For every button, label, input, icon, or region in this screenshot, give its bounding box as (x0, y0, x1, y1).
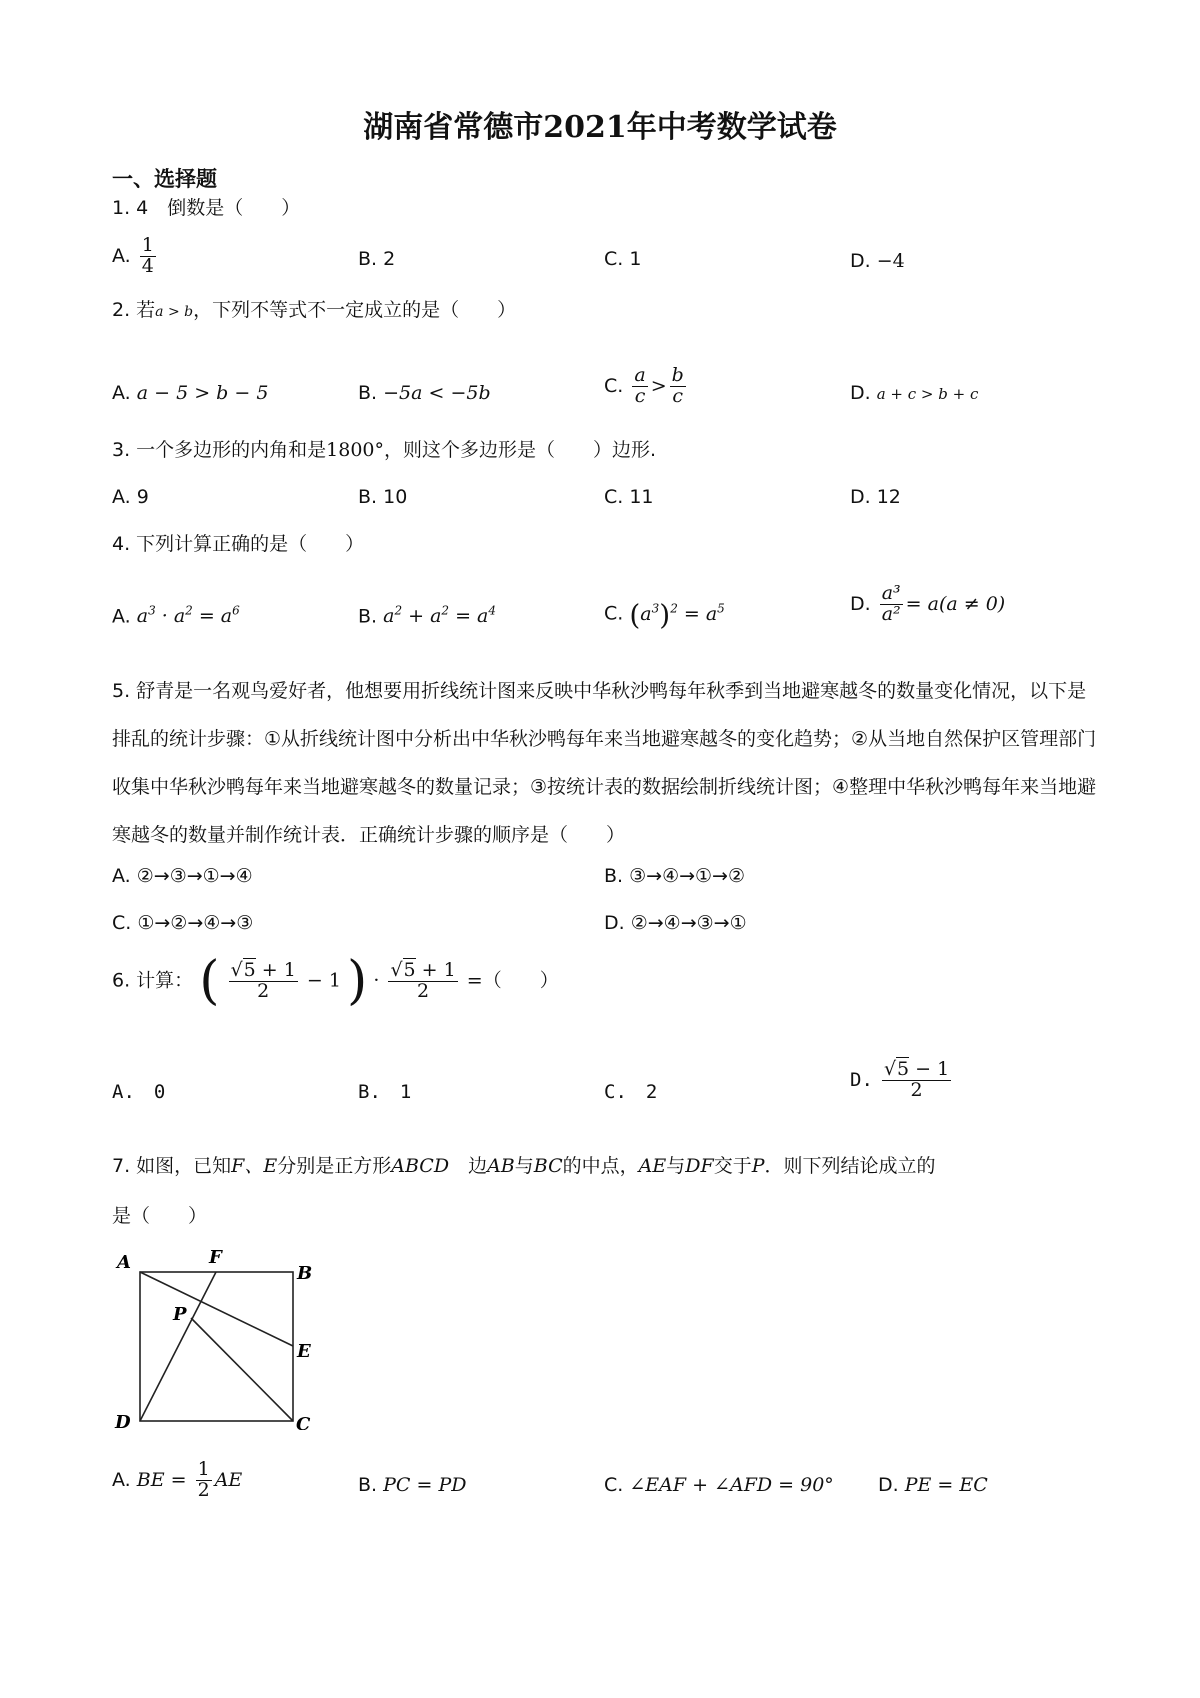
q1-option-b[interactable]: B. 2 (358, 248, 396, 270)
q6-option-b[interactable]: B. 1 (358, 1081, 412, 1103)
q1-option-a-label: A. (112, 244, 131, 267)
question-1-stem: 1. 4 倒数是（ ） (112, 197, 301, 219)
question-3-stem (112, 426, 656, 474)
q7-stem-part: 与 (514, 1155, 534, 1177)
q7-option-a-fraction (196, 1460, 212, 1501)
q6-stem-pre: 6. 计算： (112, 969, 194, 992)
q7-option-d-expr: PE = EC (904, 1474, 988, 1496)
q4-option-b-label: B. (358, 605, 378, 628)
q4-option-b[interactable] (358, 604, 496, 627)
q7-stem-math: AB (487, 1155, 515, 1177)
q7-stem-math: F、E (231, 1155, 278, 1177)
q7-stem-part: ．则下列结论成立的 (764, 1155, 936, 1177)
numerator: a³ (881, 582, 901, 604)
q1-option-a[interactable] (112, 236, 159, 277)
q2-option-c[interactable] (604, 366, 689, 407)
label-b: B (297, 1263, 313, 1284)
q4-option-d-fraction (880, 584, 903, 625)
q4-option-a-expr: $a^3 \cdot a^2 = a^6$ (136, 604, 240, 628)
q6-fraction-1: $\frac{√5 + 1}{2}$ (230, 958, 296, 1002)
q7-stem-math: AE (638, 1155, 667, 1177)
segment-df (140, 1272, 216, 1421)
q4-option-c-label: C. (604, 602, 624, 625)
denominator: 2 (197, 1478, 210, 1501)
q2-option-b[interactable] (358, 382, 491, 404)
q2-option-d[interactable] (850, 382, 978, 404)
q2-option-d-expr: a + c > b + c (876, 385, 979, 403)
label-a: A (117, 1252, 131, 1273)
question-7-stem (112, 1142, 936, 1190)
q5-option-c[interactable]: C. ①→②→④→③ (112, 912, 254, 934)
q4-option-a[interactable] (112, 604, 240, 627)
square-figure (105, 1250, 320, 1430)
q7-option-d-label: D. (878, 1474, 899, 1496)
q7-stem-part: 与 (666, 1155, 686, 1177)
label-e: E (297, 1341, 311, 1362)
q3-stem-math: 1800° (326, 439, 385, 461)
numerator: a (634, 364, 646, 386)
label-p: P (173, 1304, 187, 1325)
q2-option-d-label: D. (850, 382, 871, 404)
q7-option-a-lhs: BE = (136, 1468, 187, 1491)
segment-ae (140, 1272, 293, 1346)
question-7-stem-line2: 是（ ） (112, 1205, 208, 1227)
q2-stem-pre: 2. 若 (112, 299, 156, 321)
q4-option-a-label: A. (112, 605, 131, 628)
q1-option-c[interactable]: C. 1 (604, 248, 642, 270)
q2-option-a[interactable] (112, 382, 268, 404)
q7-stem-part: 交于 (713, 1155, 752, 1177)
q7-option-c[interactable] (604, 1474, 834, 1496)
q6-fraction-2: $\frac{√5 + 1}{2}$ (390, 958, 456, 1002)
q7-stem-math: ABCD (391, 1155, 450, 1177)
numerator: 1 (197, 1458, 210, 1480)
q2-option-c-label: C. (604, 374, 624, 397)
q2-option-c-fraction-1 (632, 366, 647, 407)
q6-option-d-label: D. (850, 1068, 873, 1091)
q4-option-d-rhs: = a(a ≠ 0) (905, 592, 1006, 615)
page-title: 湖南省常德市2021年中考数学试卷 (363, 110, 837, 145)
q7-option-a[interactable] (112, 1460, 242, 1501)
question-6-stem: 6. 计算： ( $\frac{√5 + 1}{2}$ − 1 ) · $\frac{√5 + 1}{2}$ =（ ） (112, 951, 559, 1011)
q7-stem-part: 分别是正方形 (277, 1155, 392, 1177)
denominator: a² (881, 602, 901, 625)
q3-stem-pre: 3. 一个多边形的内角和是 (112, 439, 327, 461)
q1-option-d-value: −4 (876, 250, 905, 272)
q7-stem-part: 7. 如图，已知 (112, 1155, 232, 1177)
denominator: 4 (141, 254, 154, 277)
denominator: c (672, 384, 684, 407)
q7-stem-math: P (751, 1155, 765, 1177)
q5-option-d[interactable]: D. ②→④→③→① (604, 912, 747, 934)
q1-option-d-label: D. (850, 250, 871, 272)
question-5-stem: 5. 舒青是一名观鸟爱好者，他想要用折线统计图来反映中华秋沙鸭每年秋季到当地避寒越冬的数量变化情况，以下是排乱的统计步骤：①从折线统计图中分析出中华秋沙鸭每年来当地避寒越冬的变化趋势；②从当地自然保护区管理部门收集中华秋沙鸭每年来当地避寒越冬的数量记录；③按统计表的数据绘制折线统计图；④整理中华秋沙鸭每年来当地避寒越冬的数量并制作统计表．正确统计步骤的顺序是（ ） (112, 680, 1097, 846)
q3-option-d[interactable]: D. 12 (850, 486, 901, 508)
q2-option-a-label: A. (112, 382, 131, 404)
question-2-stem (112, 286, 516, 336)
q1-option-d[interactable] (850, 250, 905, 272)
numerator: b (671, 364, 684, 386)
label-d: D (115, 1412, 131, 1430)
q3-option-b[interactable]: B. 10 (358, 486, 408, 508)
q6-stem-post: =（ ） (466, 969, 559, 992)
q4-option-c-expr: $(a^3)^2 = a^5$ (629, 598, 725, 631)
q4-option-c[interactable] (604, 598, 725, 631)
q1-option-a-fraction (140, 236, 156, 277)
q2-option-b-label: B. (358, 382, 378, 404)
q7-option-b[interactable] (358, 1474, 466, 1496)
q7-option-a-label: A. (112, 1468, 131, 1491)
q4-option-d[interactable] (850, 584, 1005, 625)
q6-option-c[interactable]: C. 2 (604, 1081, 658, 1103)
q7-option-a-rhs: AE (214, 1468, 243, 1491)
segment-pc (191, 1318, 293, 1421)
q7-stem-math: BC (533, 1155, 563, 1177)
q7-option-c-expr: ∠EAF + ∠AFD = 90° (629, 1474, 834, 1496)
q3-option-c[interactable]: C. 11 (604, 486, 654, 508)
q3-stem-post: ，则这个多边形是（ ）边形. (384, 439, 657, 461)
label-f: F (209, 1250, 222, 1268)
q7-stem-math: DF (685, 1155, 714, 1177)
q2-option-c-fraction-2 (670, 366, 686, 407)
q7-option-d[interactable] (878, 1474, 988, 1496)
q2-stem-post: ，下列不等式不一定成立的是（ ） (193, 299, 517, 321)
q3-option-a[interactable]: A. 9 (112, 486, 149, 508)
q2-option-b-expr: −5a < −5b (383, 382, 491, 404)
q6-left-paren: ( (199, 951, 220, 1011)
q2-option-c-operator: > (650, 374, 667, 397)
q5-option-a[interactable]: A. ②→③→①→④ (112, 865, 253, 887)
section-heading: 一、选择题 (112, 167, 217, 191)
q4-option-d-label: D. (850, 592, 871, 615)
q6-option-a[interactable]: A. 0 (112, 1081, 166, 1103)
label-c: C (296, 1414, 311, 1430)
q7-option-c-label: C. (604, 1474, 624, 1496)
q5-option-b[interactable]: B. ③→④→①→② (604, 865, 746, 887)
numerator: 1 (141, 234, 154, 256)
q7-option-b-label: B. (358, 1474, 378, 1496)
q2-option-a-expr: a − 5 > b − 5 (136, 382, 269, 404)
q7-option-b-expr: PC = PD (383, 1474, 467, 1496)
q7-stem-part: 边 (449, 1155, 488, 1177)
question-4-stem: 4. 下列计算正确的是（ ） (112, 533, 365, 555)
q7-stem-part: 的中点， (562, 1155, 639, 1177)
q6-right-paren: ) (347, 951, 368, 1011)
q6-option-d-fraction: $\frac{√5 - 1}{2}$ (883, 1058, 950, 1101)
q6-option-d[interactable] (850, 1060, 954, 1101)
q4-option-b-expr: $a^2 + a^2 = a^4$ (383, 604, 497, 628)
q2-stem-math: a > b (155, 304, 194, 320)
denominator: c (634, 384, 646, 407)
